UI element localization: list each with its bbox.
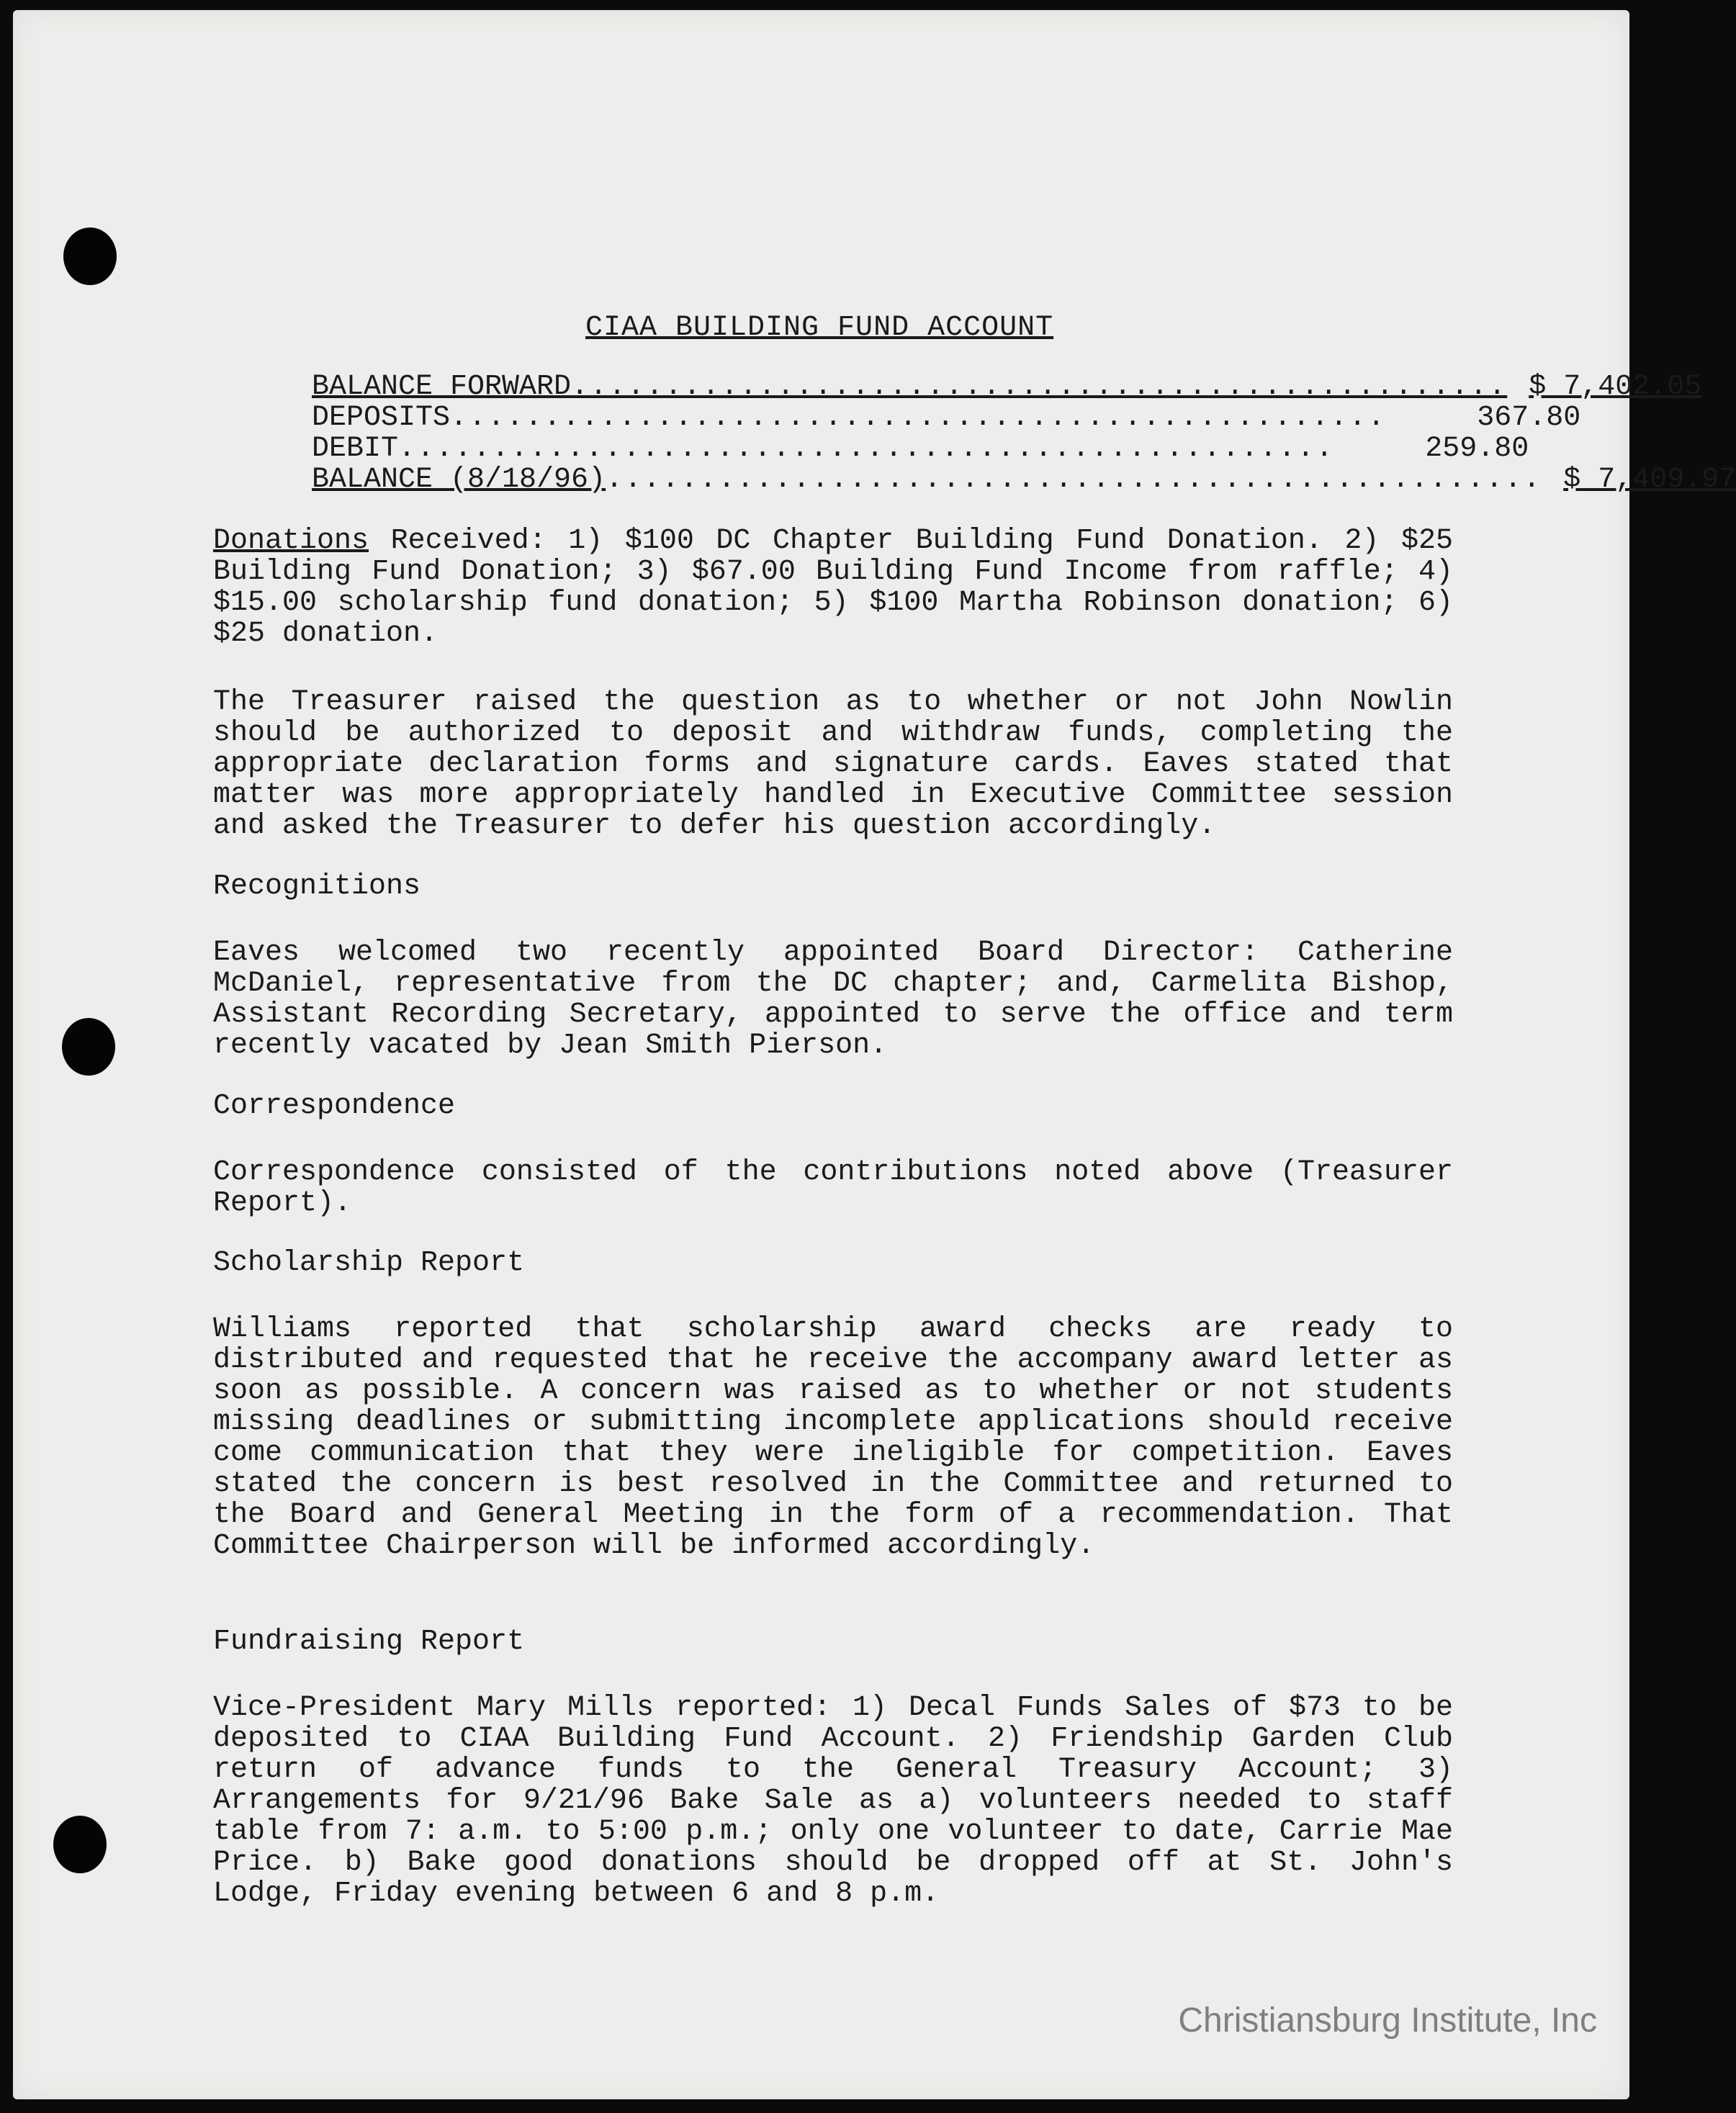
ledger-amount: 259.80 (1425, 433, 1529, 465)
donations-paragraph (213, 526, 1453, 649)
ledger-label: DEBIT (312, 433, 399, 465)
ledger-leader: .................................................. (571, 371, 1508, 403)
ledger-amount: 367.80 (1477, 402, 1581, 434)
donations-lead: Donations (213, 525, 369, 557)
treasurer-paragraph: The Treasurer raised the question as to whether or not John Nowlin should be authorized to deposit and withdraw funds, completing the appropriate declaration forms and signature cards. Eaves stated that matter was more appropriately handled in Executive Committee session and asked the Treasurer to defer his question accordingly. (213, 686, 1453, 842)
ledger-label: BALANCE (8/18/96) (312, 464, 606, 496)
ledger-row (312, 402, 1581, 434)
ledger-label: DEPOSITS (312, 402, 451, 434)
ledger-row (312, 371, 1702, 403)
ledger-leader: .................................................. (398, 433, 1335, 465)
ledger-amount: $ 7,409.97 (1563, 464, 1736, 496)
donations-text: Received: 1) $100 DC Chapter Building Fund Donation. 2) $25 Building Fund Donation; 3) $67.00 Building Fund Income from raffle; 4) $15.00 scholarship fund donation; 5) $100 Martha Robinson donation; 6) $25 donation. (213, 525, 1453, 650)
recognitions-heading: Recognitions (213, 870, 421, 903)
ledger-row (312, 464, 1736, 496)
ledger-row (312, 433, 1529, 465)
watermark-text: Christiansburg Institute, Inc (1178, 2001, 1597, 2040)
correspondence-paragraph: Correspondence consisted of the contributions noted above (Treasurer Report). (213, 1156, 1453, 1220)
ledger-leader: .................................................. (450, 402, 1387, 434)
ledger-label: BALANCE FORWARD (312, 371, 572, 403)
page-title: CIAA BUILDING FUND ACCOUNT (585, 312, 1054, 344)
scholarship-paragraph: Williams reported that scholarship award checks are ready to distributed and requested that he receive the accompany award letter as soon as possible. A concern was raised as to whether or not students missing deadlines or submitting incomplete applications should receive come communication that they were ineligible for competition. Eaves stated the concern is best resolved in the Committee and returned to the Board and General Meeting in the form of a recommendation. That Committee Chairperson will be informed accordingly. (213, 1313, 1453, 1562)
ledger-leader: .................................................. (606, 464, 1542, 496)
correspondence-heading: Correspondence (213, 1090, 456, 1122)
ledger-table (312, 371, 1736, 496)
fundraising-heading: Fundraising Report (213, 1626, 525, 1658)
fundraising-paragraph: Vice-President Mary Mills reported: 1) Decal Funds Sales of $73 to be deposited to CIAA Building Fund Account. 2) Friendship Garden Club return of advance funds to the General Treasury Account; 3) Arrangements for 9/21/96 Bake Sale as a) volunteers needed to staff table from 7: a.m. to 5:00 p.m.; only one volunteer to date, Carrie Mae Price. b) Bake good donations should be dropped off at St. John's Lodge, Friday evening between 6 and 8 p.m. (213, 1692, 1453, 1910)
ledger-amount: $ 7,402.05 (1529, 371, 1702, 403)
recognitions-paragraph: Eaves welcomed two recently appointed Board Director: Catherine McDaniel, representative from the DC chapter; and, Carmelita Bishop, Assistant Recording Secretary, appointed to serve the office and term recently vacated by Jean Smith Pierson. (213, 937, 1453, 1062)
paper-sheet (13, 10, 1736, 2099)
scholarship-heading: Scholarship Report (213, 1247, 525, 1279)
document-body (13, 10, 1736, 2099)
